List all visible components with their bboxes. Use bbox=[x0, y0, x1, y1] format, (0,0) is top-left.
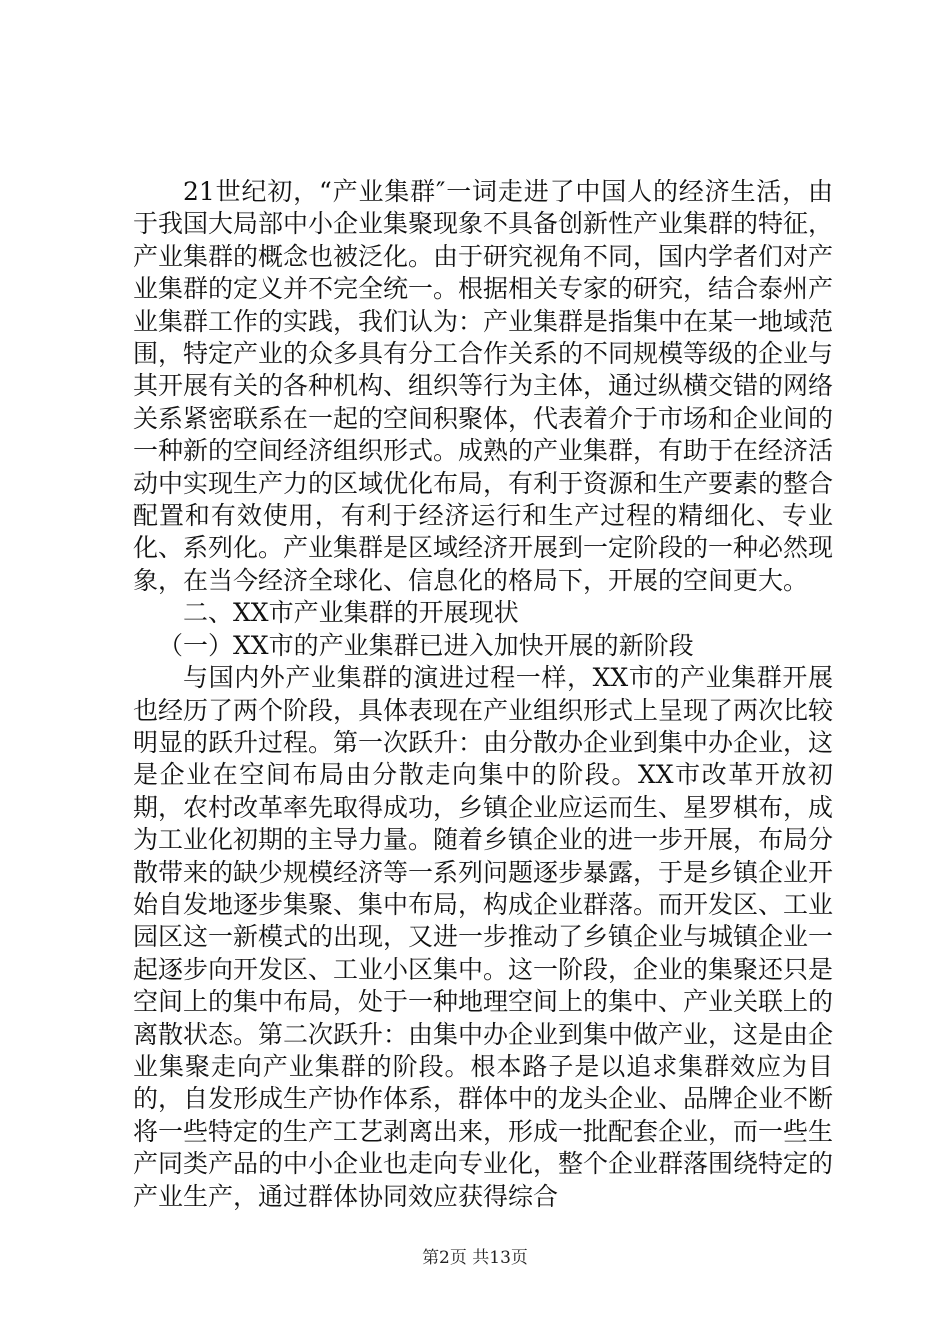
document-body bbox=[133, 176, 833, 1213]
paragraph-industrial-cluster-definition: 21世纪初，“产业集群″一词走进了中国人的经济生活，由于我国大局部中小企业集聚现象不具备创新性产业集群的特征，产业集群的概念也被泛化。由于研究视角不同，国内学者们对产业集群的定义并不完全统一。根据相关专家的研究，结合泰州产业集群工作的实践，我们认为：产业集群是指集中在某一地域范围，特定产业的众多具有分工合作关系的不同规模等级的企业与其开展有关的各种机构、组织等行为主体，通过纵横交错的网络关系紧密联系在一起的空间积聚体，代表着介于市场和企业间的一种新的空间经济组织形式。成熟的产业集群，有助于在经济活动中实现生产力的区域优化布局，有利于资源和生产要素的整合配置和有效使用，有利于经济运行和生产过程的精细化、专业化、系列化。产业集群是区域经济开展到一定阶段的一种必然现象，在当今经济全球化、信息化的格局下，开展的空间更大。 bbox=[133, 177, 834, 595]
section-heading-development-status: 二、XX市产业集群的开展现状 bbox=[183, 598, 519, 628]
paragraph-two-stages: 与国内外产业集群的演进过程一样，XX市的产业集群开展也经历了两个阶段，具体表现在产业组织形式上呈现了两次比较明显的跃升过程。第一次跃升：由分散办企业到集中办企业，这是企业在空间布局由分散走向集中的阶段。XX市改革开放初期，农村改革率先取得成功，乡镇企业应运而生、星罗棋布，成为工业化初期的主导力量。随着乡镇企业的进一步开展，布局分散带来的缺少规模经济等一系列问题逐步暴露，于是乡镇企业开始自发地逐步集聚、集中布局，构成企业群落。而开发区、工业园区这一新模式的出现，又进一步推动了乡镇企业与城镇企业一起逐步向开发区、工业小区集中。这一阶段，企业的集聚还只是空间上的集中布局，处于一种地理空间上的集中、产业关联上的离散状态。第二次跃升：由集中办企业到集中做产业，这是由企业集聚走向产业集群的阶段。根本路子是以追求集群效应为目的，自发形成生产协作体系，群体中的龙头企业、品牌企业不断将一些特定的生产工艺剥离出来，形成一批配套企业，而一些生产同类产品的中小企业也走向专业化，整个企业群落围绕特定的产业生产，通过群体协同效应获得综合 bbox=[133, 663, 834, 1211]
page-number-footer: 第2页 共13页 bbox=[422, 1248, 528, 1268]
subsection-heading-new-stage: （一）XX市的产业集群已进入加快开展的新阶段 bbox=[158, 630, 694, 660]
